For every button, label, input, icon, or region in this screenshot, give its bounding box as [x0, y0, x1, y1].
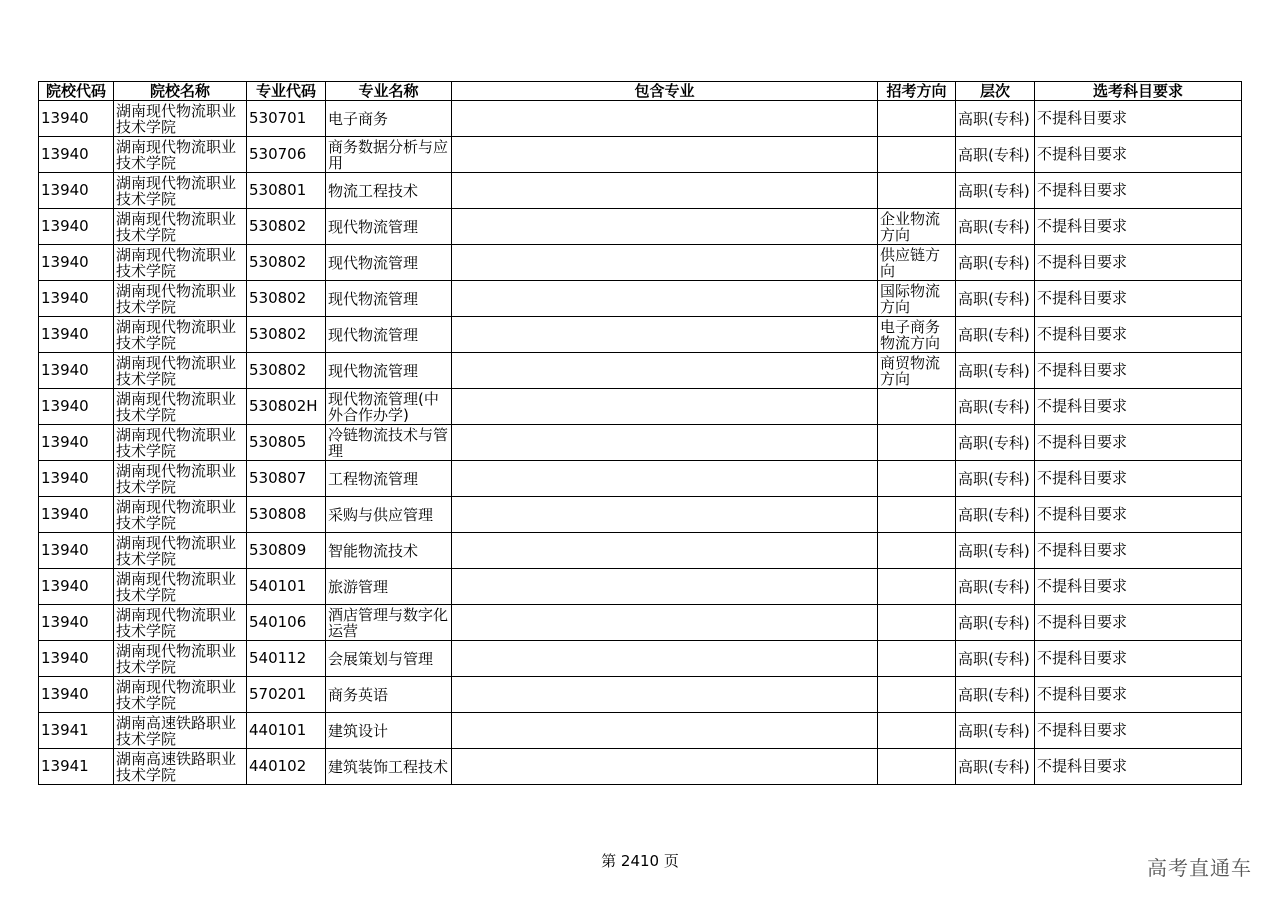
cell-level: 高职(专科) [956, 605, 1035, 641]
cell-school-name: 湖南高速铁路职业技术学院 [114, 749, 247, 785]
watermark-logo: 高考直通车 [1147, 856, 1252, 880]
table-row [39, 533, 1242, 569]
cell-major-code: 530802 [247, 245, 326, 281]
cell-included-majors [452, 209, 878, 245]
cell-school-name: 湖南现代物流职业技术学院 [114, 353, 247, 389]
table-row [39, 497, 1242, 533]
cell-level: 高职(专科) [956, 425, 1035, 461]
cell-subject-requirement: 不提科目要求 [1035, 749, 1242, 785]
cell-major-name: 现代物流管理(中外合作办学) [326, 389, 452, 425]
cell-direction [878, 101, 956, 137]
cell-major-code: 530706 [247, 137, 326, 173]
cell-major-name: 现代物流管理 [326, 245, 452, 281]
header-direction: 招考方向 [878, 82, 956, 101]
cell-school-code: 13940 [39, 137, 114, 173]
table-row [39, 749, 1242, 785]
cell-subject-requirement: 不提科目要求 [1035, 425, 1242, 461]
cell-level: 高职(专科) [956, 713, 1035, 749]
cell-major-code: 540106 [247, 605, 326, 641]
cell-subject-requirement: 不提科目要求 [1035, 569, 1242, 605]
table-row [39, 173, 1242, 209]
table-row [39, 209, 1242, 245]
cell-major-name: 酒店管理与数字化运营 [326, 605, 452, 641]
cell-level: 高职(专科) [956, 497, 1035, 533]
cell-school-code: 13940 [39, 389, 114, 425]
cell-level: 高职(专科) [956, 677, 1035, 713]
cell-subject-requirement: 不提科目要求 [1035, 461, 1242, 497]
cell-major-name: 现代物流管理 [326, 353, 452, 389]
cell-direction [878, 137, 956, 173]
cell-major-code: 530802 [247, 281, 326, 317]
cell-level: 高职(专科) [956, 533, 1035, 569]
cell-subject-requirement: 不提科目要求 [1035, 245, 1242, 281]
cell-major-name: 智能物流技术 [326, 533, 452, 569]
cell-major-code: 530802H [247, 389, 326, 425]
cell-major-name: 现代物流管理 [326, 317, 452, 353]
cell-included-majors [452, 677, 878, 713]
cell-major-code: 530802 [247, 353, 326, 389]
table-row [39, 713, 1242, 749]
table-row [39, 389, 1242, 425]
cell-school-code: 13940 [39, 461, 114, 497]
cell-subject-requirement: 不提科目要求 [1035, 389, 1242, 425]
cell-major-code: 440102 [247, 749, 326, 785]
cell-included-majors [452, 533, 878, 569]
header-included-majors: 包含专业 [452, 82, 878, 101]
cell-major-code: 530802 [247, 317, 326, 353]
cell-major-name: 物流工程技术 [326, 173, 452, 209]
header-subject-requirement: 选考科目要求 [1035, 82, 1242, 101]
cell-level: 高职(专科) [956, 749, 1035, 785]
cell-direction [878, 641, 956, 677]
cell-included-majors [452, 569, 878, 605]
cell-major-code: 530802 [247, 209, 326, 245]
cell-major-code: 440101 [247, 713, 326, 749]
table-row [39, 317, 1242, 353]
cell-major-name: 现代物流管理 [326, 209, 452, 245]
header-school-name: 院校名称 [114, 82, 247, 101]
cell-level: 高职(专科) [956, 281, 1035, 317]
cell-major-code: 530807 [247, 461, 326, 497]
table-row [39, 281, 1242, 317]
cell-school-code: 13940 [39, 317, 114, 353]
cell-subject-requirement: 不提科目要求 [1035, 137, 1242, 173]
cell-school-name: 湖南现代物流职业技术学院 [114, 461, 247, 497]
cell-direction [878, 569, 956, 605]
cell-school-code: 13940 [39, 209, 114, 245]
cell-school-name: 湖南现代物流职业技术学院 [114, 641, 247, 677]
cell-school-code: 13940 [39, 101, 114, 137]
cell-subject-requirement: 不提科目要求 [1035, 533, 1242, 569]
header-major-code: 专业代码 [247, 82, 326, 101]
cell-school-name: 湖南现代物流职业技术学院 [114, 137, 247, 173]
cell-school-name: 湖南现代物流职业技术学院 [114, 209, 247, 245]
cell-level: 高职(专科) [956, 101, 1035, 137]
cell-major-code: 530805 [247, 425, 326, 461]
cell-direction [878, 713, 956, 749]
cell-major-code: 570201 [247, 677, 326, 713]
cell-included-majors [452, 137, 878, 173]
cell-included-majors [452, 353, 878, 389]
cell-included-majors [452, 497, 878, 533]
cell-school-code: 13940 [39, 353, 114, 389]
cell-school-code: 13940 [39, 641, 114, 677]
table-row [39, 353, 1242, 389]
cell-major-code: 530801 [247, 173, 326, 209]
cell-included-majors [452, 605, 878, 641]
table-body [39, 101, 1242, 785]
header-level: 层次 [956, 82, 1035, 101]
cell-level: 高职(专科) [956, 317, 1035, 353]
cell-subject-requirement: 不提科目要求 [1035, 641, 1242, 677]
cell-school-code: 13941 [39, 749, 114, 785]
cell-direction [878, 461, 956, 497]
cell-included-majors [452, 245, 878, 281]
cell-included-majors [452, 713, 878, 749]
cell-direction [878, 497, 956, 533]
cell-school-name: 湖南现代物流职业技术学院 [114, 425, 247, 461]
cell-level: 高职(专科) [956, 173, 1035, 209]
cell-level: 高职(专科) [956, 569, 1035, 605]
cell-level: 高职(专科) [956, 353, 1035, 389]
table-row [39, 101, 1242, 137]
cell-level: 高职(专科) [956, 209, 1035, 245]
cell-direction: 电子商务物流方向 [878, 317, 956, 353]
cell-school-name: 湖南现代物流职业技术学院 [114, 533, 247, 569]
cell-included-majors [452, 101, 878, 137]
cell-school-name: 湖南现代物流职业技术学院 [114, 569, 247, 605]
page-number: 第 2410 页 [601, 852, 679, 870]
cell-school-code: 13941 [39, 713, 114, 749]
cell-direction: 商贸物流方向 [878, 353, 956, 389]
cell-included-majors [452, 425, 878, 461]
cell-school-name: 湖南现代物流职业技术学院 [114, 281, 247, 317]
header-school-code: 院校代码 [39, 82, 114, 101]
cell-school-code: 13940 [39, 497, 114, 533]
cell-direction [878, 425, 956, 461]
cell-school-code: 13940 [39, 533, 114, 569]
cell-included-majors [452, 173, 878, 209]
cell-major-name: 商务数据分析与应用 [326, 137, 452, 173]
cell-major-name: 工程物流管理 [326, 461, 452, 497]
header-major-name: 专业名称 [326, 82, 452, 101]
cell-school-name: 湖南现代物流职业技术学院 [114, 389, 247, 425]
table-row [39, 605, 1242, 641]
cell-direction [878, 389, 956, 425]
cell-subject-requirement: 不提科目要求 [1035, 353, 1242, 389]
cell-school-name: 湖南现代物流职业技术学院 [114, 605, 247, 641]
cell-major-name: 建筑设计 [326, 713, 452, 749]
cell-direction [878, 173, 956, 209]
cell-direction [878, 605, 956, 641]
cell-school-name: 湖南现代物流职业技术学院 [114, 245, 247, 281]
cell-major-name: 采购与供应管理 [326, 497, 452, 533]
cell-direction: 国际物流方向 [878, 281, 956, 317]
cell-major-code: 540101 [247, 569, 326, 605]
cell-included-majors [452, 641, 878, 677]
cell-school-name: 湖南高速铁路职业技术学院 [114, 713, 247, 749]
cell-level: 高职(专科) [956, 245, 1035, 281]
cell-level: 高职(专科) [956, 641, 1035, 677]
table-row [39, 641, 1242, 677]
cell-school-code: 13940 [39, 281, 114, 317]
cell-subject-requirement: 不提科目要求 [1035, 281, 1242, 317]
cell-subject-requirement: 不提科目要求 [1035, 317, 1242, 353]
admissions-table [38, 81, 1242, 785]
cell-level: 高职(专科) [956, 389, 1035, 425]
cell-school-name: 湖南现代物流职业技术学院 [114, 677, 247, 713]
cell-subject-requirement: 不提科目要求 [1035, 173, 1242, 209]
cell-direction [878, 749, 956, 785]
cell-direction [878, 533, 956, 569]
cell-included-majors [452, 317, 878, 353]
table-row [39, 245, 1242, 281]
cell-major-code: 530809 [247, 533, 326, 569]
cell-subject-requirement: 不提科目要求 [1035, 497, 1242, 533]
cell-included-majors [452, 281, 878, 317]
cell-direction: 企业物流方向 [878, 209, 956, 245]
cell-subject-requirement: 不提科目要求 [1035, 101, 1242, 137]
table-row [39, 137, 1242, 173]
cell-direction [878, 677, 956, 713]
cell-school-name: 湖南现代物流职业技术学院 [114, 173, 247, 209]
cell-school-code: 13940 [39, 605, 114, 641]
cell-major-name: 电子商务 [326, 101, 452, 137]
cell-school-code: 13940 [39, 569, 114, 605]
cell-major-name: 会展策划与管理 [326, 641, 452, 677]
cell-major-name: 旅游管理 [326, 569, 452, 605]
cell-school-code: 13940 [39, 173, 114, 209]
cell-major-name: 建筑装饰工程技术 [326, 749, 452, 785]
cell-school-name: 湖南现代物流职业技术学院 [114, 101, 247, 137]
table-row [39, 425, 1242, 461]
cell-subject-requirement: 不提科目要求 [1035, 713, 1242, 749]
cell-major-name: 现代物流管理 [326, 281, 452, 317]
cell-school-name: 湖南现代物流职业技术学院 [114, 317, 247, 353]
cell-subject-requirement: 不提科目要求 [1035, 209, 1242, 245]
cell-included-majors [452, 461, 878, 497]
cell-included-majors [452, 749, 878, 785]
cell-school-code: 13940 [39, 245, 114, 281]
cell-major-name: 商务英语 [326, 677, 452, 713]
cell-direction: 供应链方向 [878, 245, 956, 281]
table-row [39, 569, 1242, 605]
cell-level: 高职(专科) [956, 461, 1035, 497]
cell-major-code: 540112 [247, 641, 326, 677]
cell-school-code: 13940 [39, 677, 114, 713]
cell-major-name: 冷链物流技术与管理 [326, 425, 452, 461]
cell-subject-requirement: 不提科目要求 [1035, 677, 1242, 713]
cell-major-code: 530808 [247, 497, 326, 533]
cell-school-name: 湖南现代物流职业技术学院 [114, 497, 247, 533]
cell-major-code: 530701 [247, 101, 326, 137]
table-row [39, 461, 1242, 497]
cell-level: 高职(专科) [956, 137, 1035, 173]
cell-subject-requirement: 不提科目要求 [1035, 605, 1242, 641]
cell-school-code: 13940 [39, 425, 114, 461]
cell-included-majors [452, 389, 878, 425]
table-header-row [39, 82, 1242, 101]
table-row [39, 677, 1242, 713]
